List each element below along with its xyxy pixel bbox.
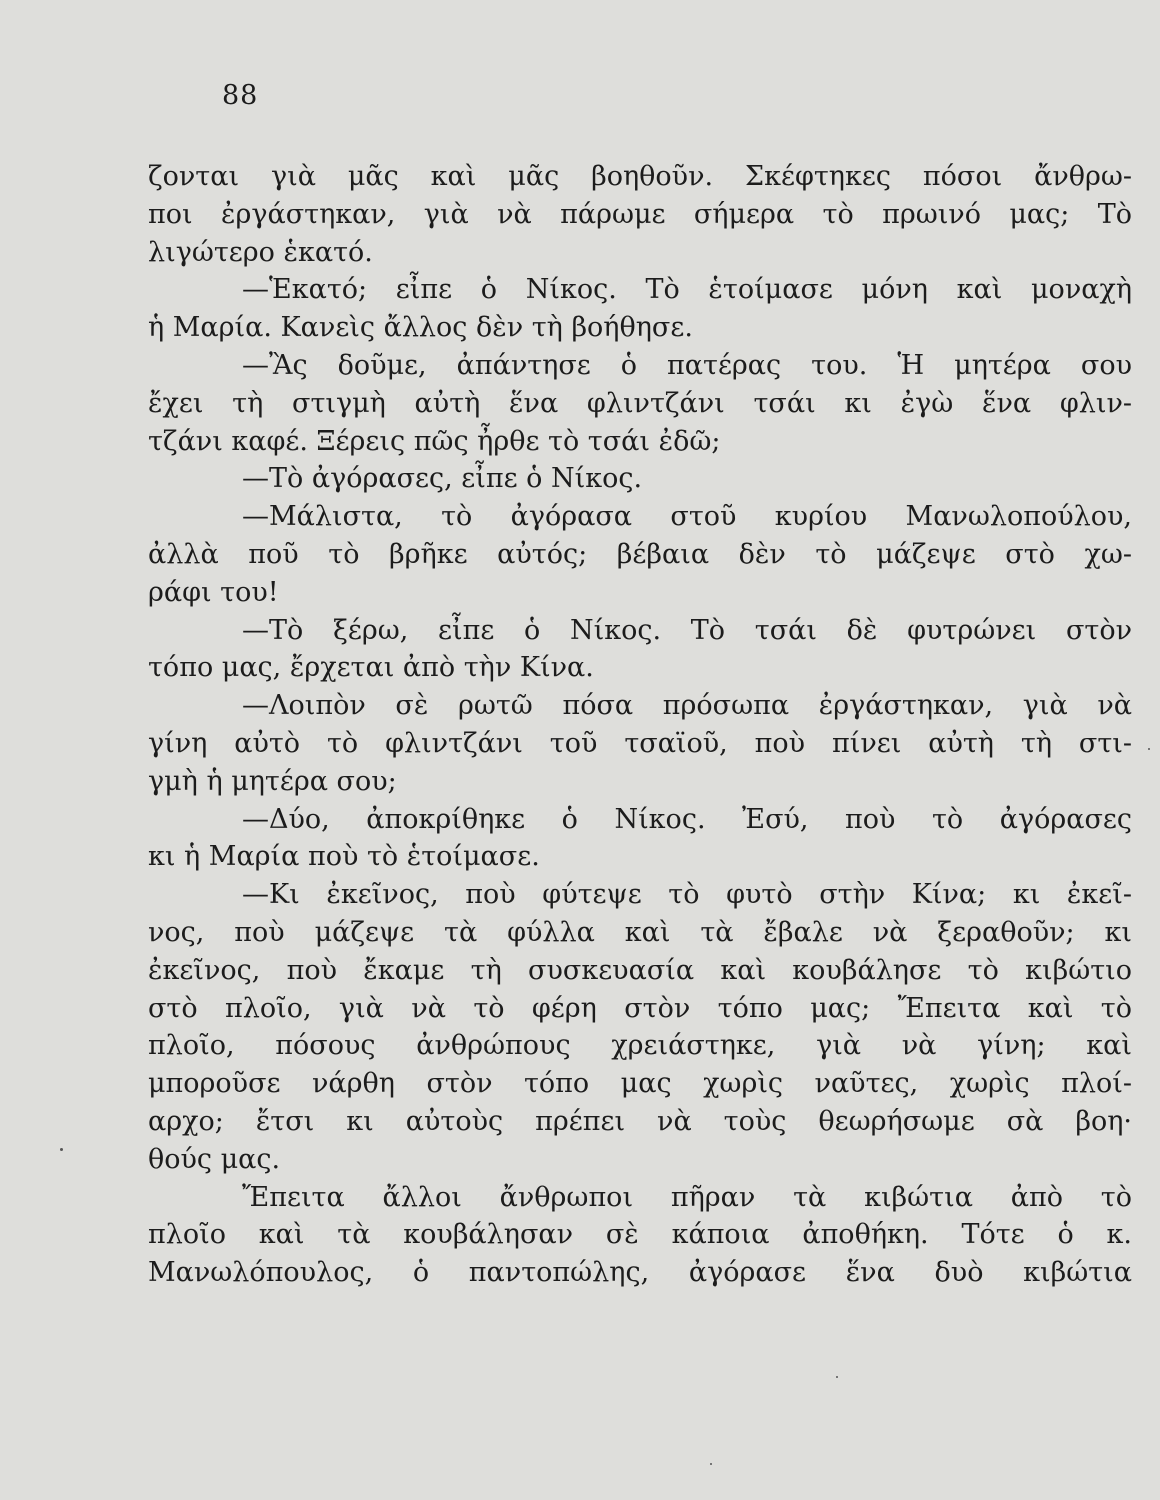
text-line: ἡ Μαρία. Κανεὶς ἄλλος δὲν τὴ βοήθησε. [148, 312, 693, 344]
text-line: τζάνι καφέ. Ξέρεις πῶς ἦρθε τὸ τσάι ἐδῶ; [148, 425, 721, 457]
print-speck [836, 1376, 838, 1378]
text-line: πλοῖο, πόσους ἀνθρώπους χρειάστηκε, γιὰ νὰ γίνη; καὶ [148, 1030, 1132, 1062]
text-line: —Λοιπὸν σὲ ρωτῶ πόσα πρόσωπα ἐργάστηκαν, γιὰ νὰ [242, 690, 1132, 722]
text-line: —Μάλιστα, τὸ ἀγόρασα στοῦ κυρίου Μανωλοπούλου, [242, 501, 1132, 533]
text-line: πλοῖο καὶ τὰ κουβάλησαν σὲ κάποια ἀποθήκη. Τότε ὁ κ. [148, 1219, 1132, 1251]
text-line: στὸ πλοῖο, γιὰ νὰ τὸ φέρη στὸν τόπο μας; Ἔπειτα καὶ τὸ [148, 992, 1132, 1024]
text-line: ἐκεῖνος, ποὺ ἔκαμε τὴ συσκευασία καὶ κουβάλησε τὸ κιβώτιο [148, 954, 1132, 986]
print-speck [1148, 748, 1150, 750]
text-line: κι ἡ Μαρία ποὺ τὸ ἑτοίμασε. [148, 841, 540, 873]
text-line: —Ἂς δοῦμε, ἀπάντησε ὁ πατέρας του. Ἡ μητέρα σου [242, 349, 1132, 381]
text-line: Μανωλόπουλος, ὁ παντοπώλης, ἀγόρασε ἕνα δυὸ κιβώτια [148, 1257, 1132, 1289]
body-text [148, 158, 1132, 1292]
text-line: γμὴ ἡ μητέρα σου; [148, 765, 397, 797]
print-speck [60, 1148, 63, 1151]
text-line: Ἔπειτα ἄλλοι ἄνθρωποι πῆραν τὰ κιβώτια ἀπὸ τὸ [242, 1181, 1132, 1213]
text-line: μποροῦσε νάρθη στὸν τόπο μας χωρὶς ναῦτες, χωρὶς πλοί- [148, 1068, 1132, 1100]
text-line: τόπο μας, ἔρχεται ἀπὸ τὴν Κίνα. [148, 652, 594, 684]
text-line: —Ἑκατό; εἶπε ὁ Νίκος. Τὸ ἑτοίμασε μόνη καὶ μοναχὴ [242, 274, 1132, 306]
text-line: αρχο; ἔτσι κι αὐτοὺς πρέπει νὰ τοὺς θεωρήσωμε σὰ βοη· [148, 1105, 1132, 1137]
text-line: ζονται γιὰ μᾶς καὶ μᾶς βοηθοῦν. Σκέφτηκες πόσοι ἄνθρω- [148, 161, 1132, 192]
text-line: λιγώτερο ἑκατό. [148, 236, 373, 268]
text-line: ἔχει τὴ στιγμὴ αὐτὴ ἕνα φλιντζάνι τσάι κι ἐγὼ ἕνα φλιν- [148, 387, 1132, 419]
text-line: —Τὸ ξέρω, εἶπε ὁ Νίκος. Τὸ τσάι δὲ φυτρώνει στὸν [242, 614, 1132, 646]
text-line: —Κι ἐκεῖνος, ποὺ φύτεψε τὸ φυτὸ στὴν Κίνα; κι ἐκεῖ- [242, 879, 1132, 911]
text-line: —Τὸ ἀγόρασες, εἶπε ὁ Νίκος. [242, 463, 643, 495]
text-line: νος, ποὺ μάζεψε τὰ φύλλα καὶ τὰ ἔβαλε νὰ ξεραθοῦν; κι [148, 916, 1132, 948]
text-line: —Δύο, ἀποκρίθηκε ὁ Νίκος. Ἐσύ, ποὺ τὸ ἀγόρασες [242, 803, 1132, 835]
text-line: ἀλλὰ ποῦ τὸ βρῆκε αὐτός; βέβαια δὲν τὸ μάζεψε στὸ χω- [148, 538, 1132, 570]
page-number: 88 [222, 80, 259, 111]
print-speck [710, 1463, 712, 1465]
text-line: ποι ἐργάστηκαν, γιὰ νὰ πάρωμε σήμερα τὸ πρωινό μας; Τὸ [148, 198, 1132, 230]
text-line: ράφι του! [148, 576, 279, 608]
text-line: θούς μας. [148, 1143, 281, 1175]
text-line: γίνη αὐτὸ τὸ φλιντζάνι τοῦ τσαϊοῦ, ποὺ πίνει αὐτὴ τὴ στι- [148, 727, 1132, 759]
